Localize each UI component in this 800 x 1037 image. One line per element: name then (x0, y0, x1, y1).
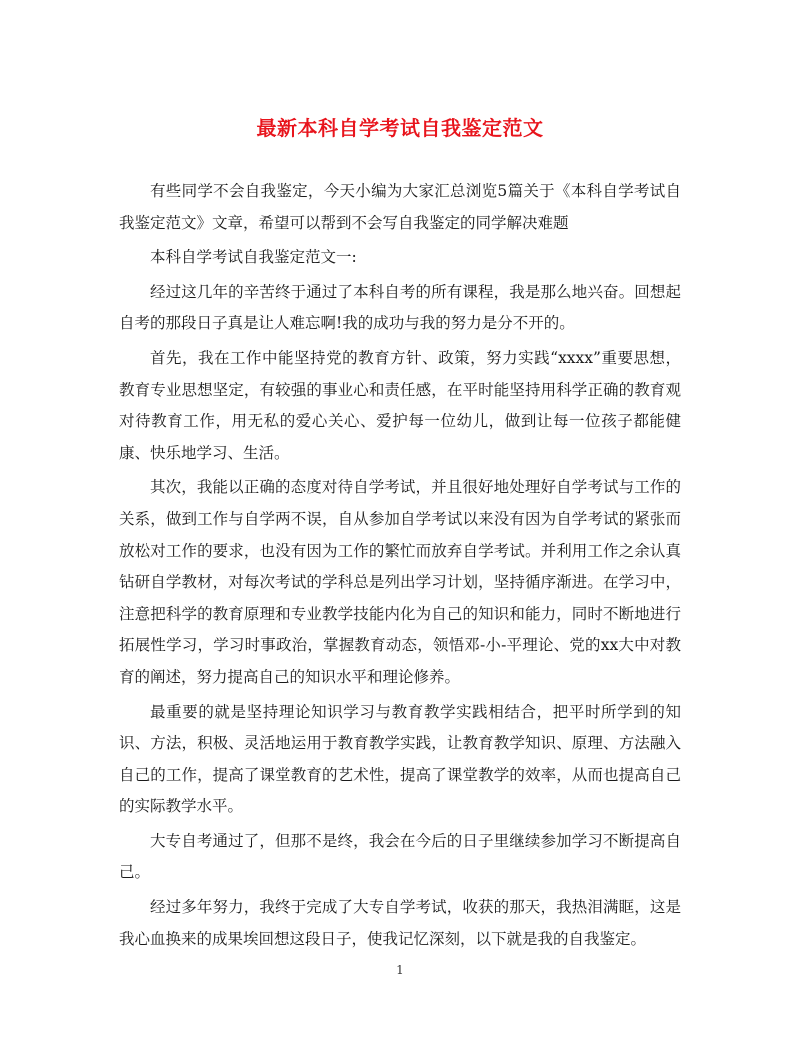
paragraph-1: 经过这几年的辛苦终于通过了本科自考的所有课程，我是那么地兴奋。回想起自考的那段日子真是让人难忘啊!我的成功与我的努力是分不开的。 (119, 282, 681, 333)
paragraph-6: 经过多年努力，我终于完成了大专自学考试，收获的那天，我热泪满眶，这是我心血换来的成果埃回想这段日子，使我记忆深刻，以下就是我的自我鉴定。 (119, 898, 681, 948)
document-title: 最新本科自学考试自我鉴定范文 (256, 116, 544, 140)
document-body (119, 176, 681, 958)
paragraph-2: 首先，我在工作中能坚持党的教育方针、政策，努力实践“xxxx”重要思想，教育专业思想坚定，有较强的事业心和责任感，在平时能坚持用科学正确的教育观对待教育工作，用无私的爱心关心、爱护每一位幼儿，做到让每一位孩子都能健康、快乐地学习、生活。 (119, 348, 681, 462)
paragraph-5: 大专自考通过了，但那不是终，我会在今后的日子里继续参加学习不断提高自己。 (119, 831, 681, 882)
page-number: 1 (396, 963, 404, 977)
paragraph-section-heading: 本科自学考试自我鉴定范文一: (150, 248, 357, 267)
paragraph-3: 其次，我能以正确的态度对待自学考试，并且很好地处理好自学考试与工作的关系，做到工作与自学两不误，自从参加自学考试以来没有因为自学考试的紧张而放松对工作的要求，也没有因为工作的繁忙而放弃自学考试。并利用工作之余认真钻研自学教材，对每次考试的学科总是列出学习计划，坚持循序渐进。在学习中，注意把科学的教育原理和专业教学技能内化为自己的知识和能力，同时不断地进行拓展性学习，学习时事政治，掌握教育动态，领悟邓-小-平理论、党的xx大中对教育的阐述，努力提高自己的知识水平和理论修养。 (119, 478, 681, 686)
paragraph-intro: 有些同学不会自我鉴定，今天小编为大家汇总浏览5篇关于《本科自学考试自我鉴定范文》文章，希望可以帮到不会写自我鉴定的同学解决难题 (119, 182, 681, 232)
paragraph-4: 最重要的就是坚持理论知识学习与教育教学实践相结合，把平时所学到的知识、方法，积极、灵活地运用于教育教学实践，让教育教学知识、原理、方法融入自己的工作，提高了课堂教育的艺术性，提高了课堂教学的效率，从而也提高自己的实际教学水平。 (119, 702, 681, 816)
